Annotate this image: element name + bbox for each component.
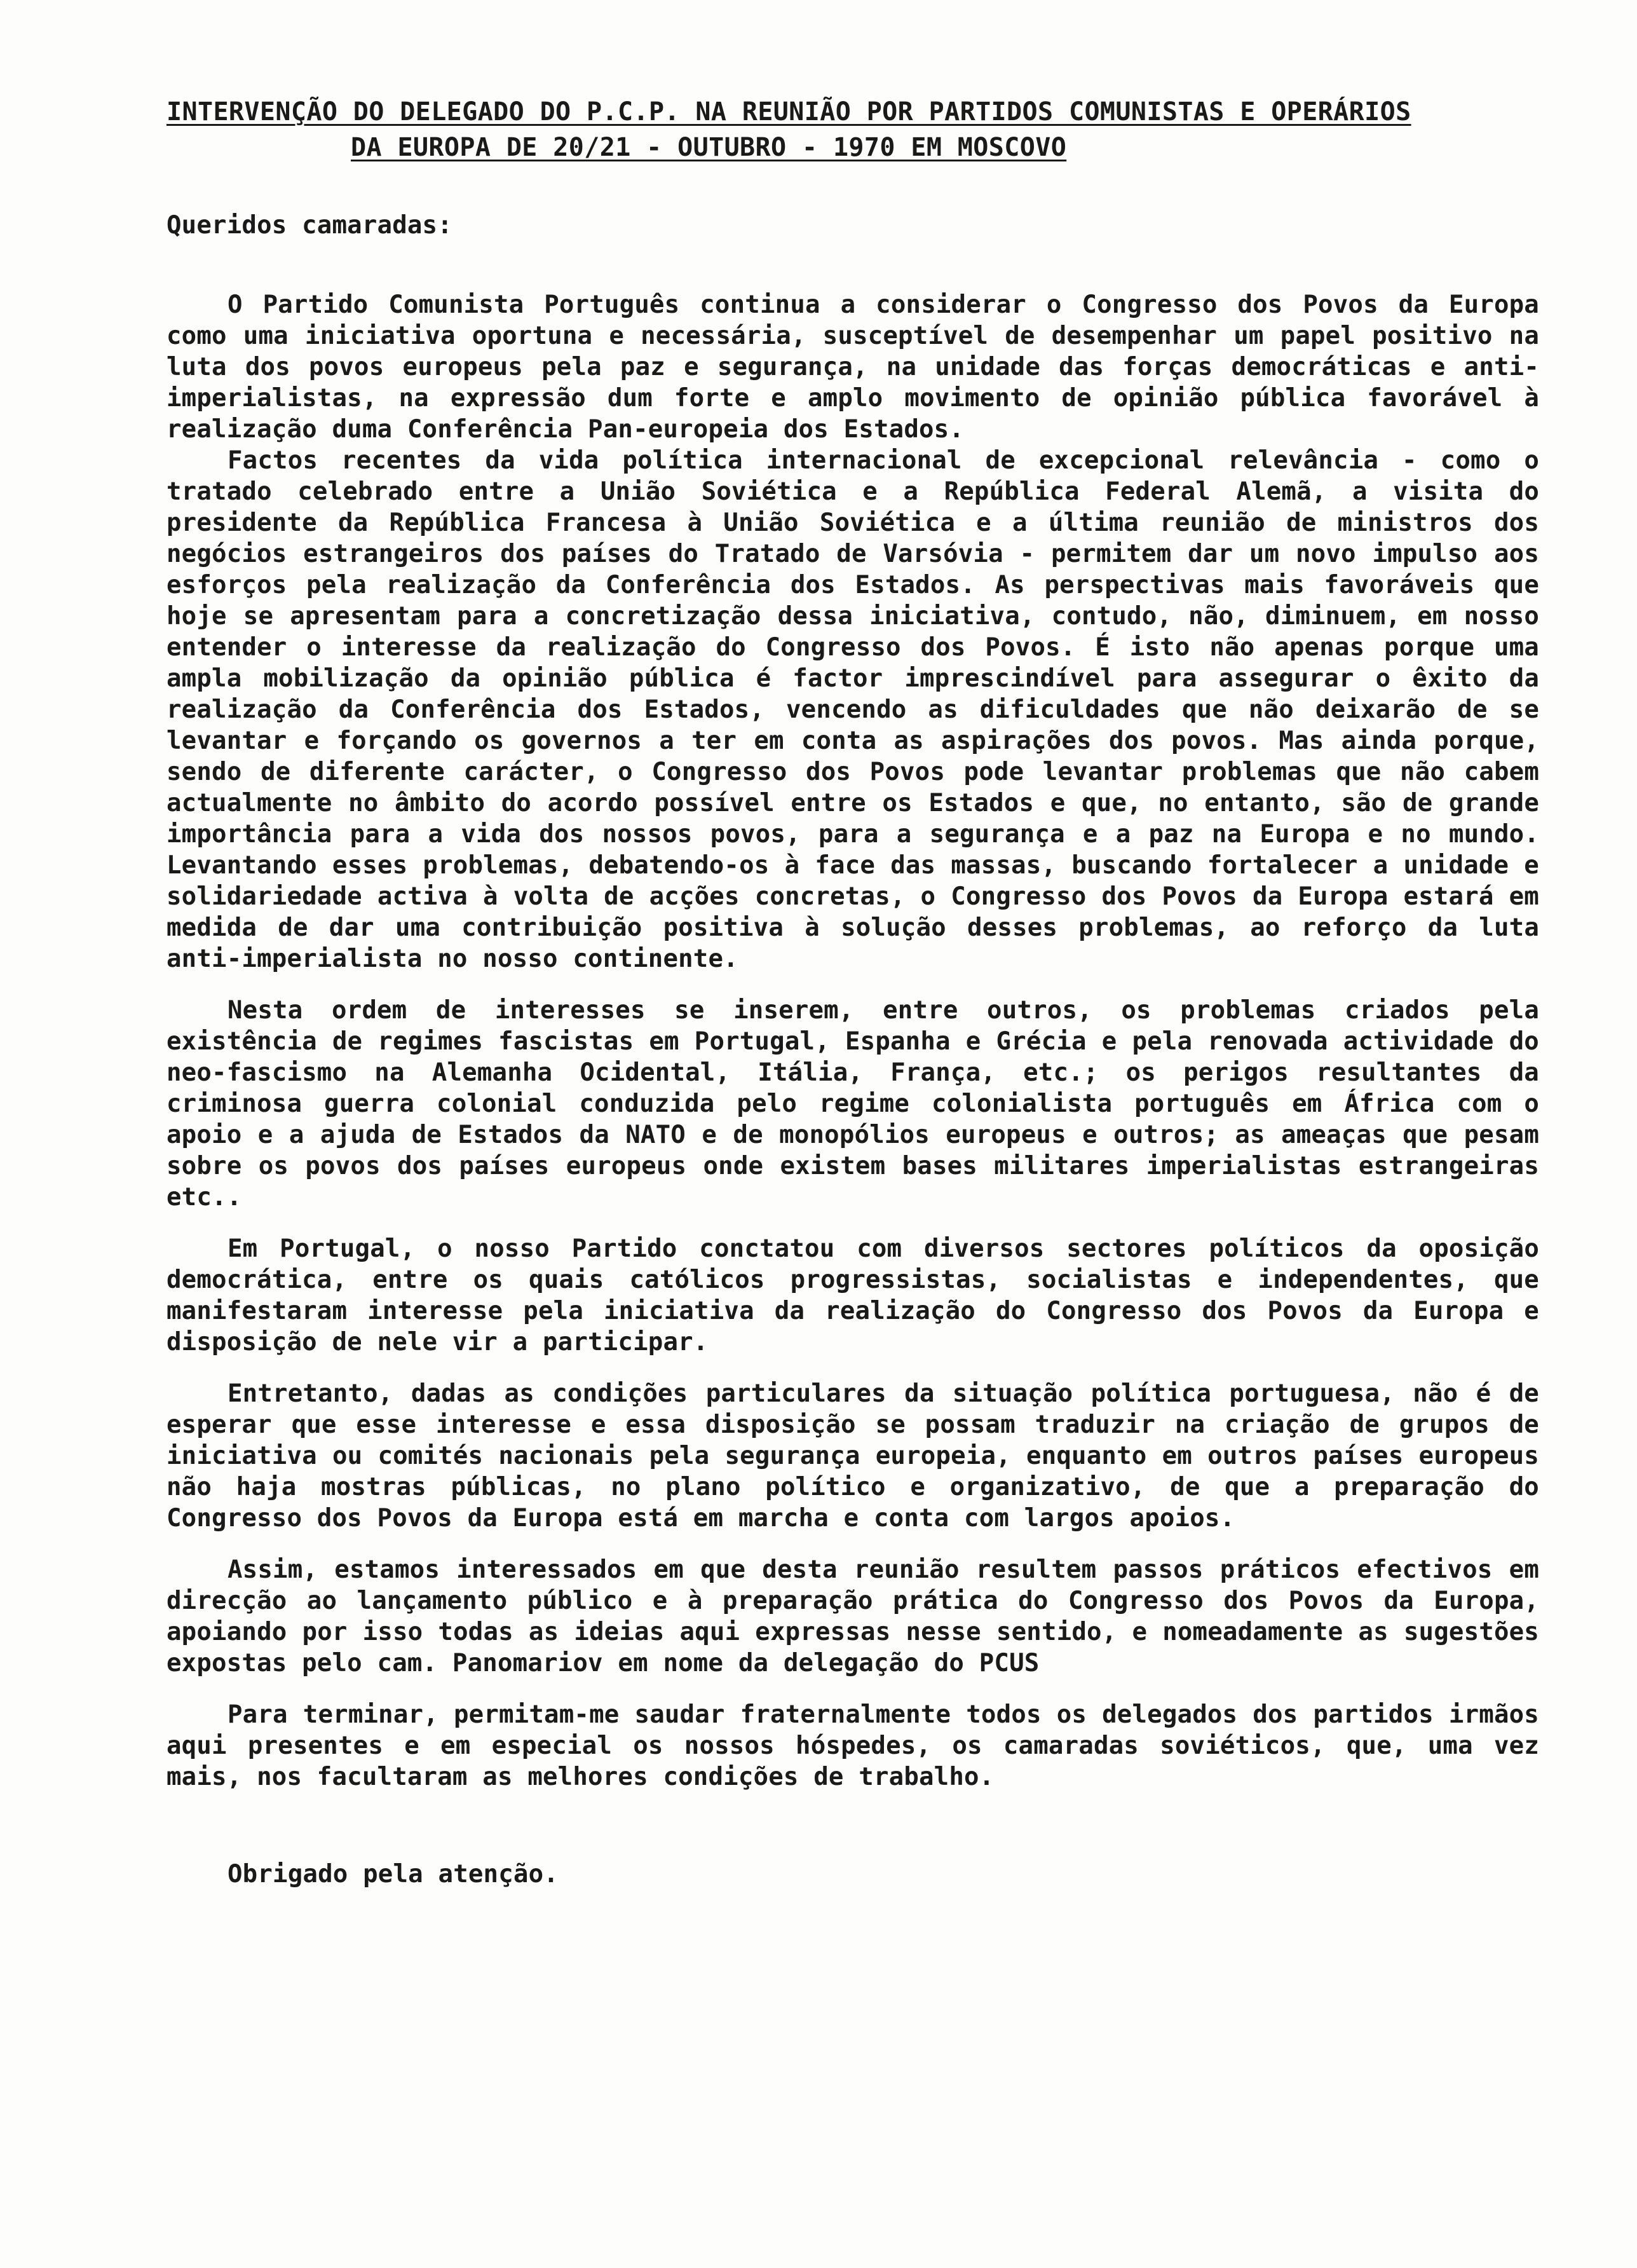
- salutation: Queridos camaradas:: [166, 211, 452, 240]
- paragraph-2: Factos recentes da vida política internacional de excepcional relevância - como o tratado celebrado entre a União Soviética e a República Federal Alemã, a visita do presidente da República Francesa à União Soviética e a última reunião de ministros dos negócios estrangeiros dos países do Tratado de Varsóvia - permitem dar um novo impulso aos esforços pela realização da Conferência dos Estados. As perspectivas mais favoráveis que hoje se apresentam para a concretização dessa iniciativa, contudo, não, diminuem, em nosso entender o interesse da realização do Congresso dos Povos. É isto não apenas porque uma ampla mobilização da opinião pública é factor imprescindível para assegurar o êxito da realização da Conferência dos Estados, vencendo as dificuldades que não deixarão de se levantar e forçando os governos a ter em conta as aspirações dos povos. Mas ainda porque, sendo de diferente carácter, o Congresso dos Povos pode levantar problemas que não cabem actualmente no âmbito do acordo possível entre os Estados e que, no entanto, são de grande importância para a vida dos nossos povos, para a segurança e a paz na Europa e no mundo. Levantando esses problemas, debatendo-os à face das massas, buscando fortalecer a unidade e solidariedade activa à volta de acções concretas, o Congresso dos Povos da Europa estará em medida de dar uma contribuição positiva à solução desses problemas, ao reforço da luta anti-imperialista no nosso continente.: [166, 446, 1539, 973]
- paragraph-1: O Partido Comunista Português continua a considerar o Congresso dos Povos da Europa como uma iniciativa oportuna e necessária, susceptível de desempenhar um papel positivo na luta dos povos europeus pela paz e segurança, na unidade das forças democráticas e anti-imperialistas, na expressão dum forte e amplo movimento de opinião pública favorável à realização duma Conferência Pan-europeia dos Estados.: [166, 290, 1539, 444]
- paragraph-3: Nesta ordem de interesses se inserem, entre outros, os problemas criados pela existência de regimes fascistas em Portugal, Espanha e Grécia e pela renovada actividade do neo-fascismo na Alemanha Ocidental, Itália, França, etc.; os perigos resultantes da criminosa guerra colonial conduzida pelo regime colonialista português em África com o apoio e a ajuda de Estados da NATO e de monopólios europeus e outros; as ameaças que pesam sobre os povos dos países europeus onde existem bases militares imperialistas estrangeiras etc..: [166, 996, 1539, 1212]
- paragraph-4: Em Portugal, o nosso Partido conctatou com diversos sectores políticos da oposição democrática, entre os quais católicos progressistas, socialistas e independentes, que manifestaram interesse pela iniciativa da realização do Congresso dos Povos da Europa e disposição de nele vir a participar.: [166, 1234, 1539, 1356]
- paragraph-6: Assim, estamos interessados em que desta reunião resultem passos práticos efectivos em direcção ao lançamento público e à preparação prática do Congresso dos Povos da Europa, apoiando por isso todas as ideias aqui expressas nesse sentido, e nomeadamente as sugestões expostas pelo cam. Panomariov em nome da delegação do PCUS: [166, 1555, 1539, 1677]
- paragraph-5: Entretanto, dadas as condições particulares da situação política portuguesa, não é de esperar que esse interesse e essa disposição se possam traduzir na criação de grupos de iniciativa ou comités nacionais pela segurança europeia, enquanto em outros países europeus não haja mostras públicas, no plano político e organizativo, de que a preparação do Congresso dos Povos da Europa está em marcha e conta com largos apoios.: [166, 1379, 1539, 1533]
- title-line-2: DA EUROPA DE 20/21 - OUTUBRO - 1970 EM MOSCOVO: [351, 133, 1067, 162]
- document-title: [166, 94, 1501, 165]
- document-body: [166, 210, 1539, 1915]
- paragraph-7: Para terminar, permitam-me saudar fraternalmente todos os delegados dos partidos irmãos aqui presentes e em especial os nossos hóspedes, os camaradas soviéticos, que, uma vez mais, nos facultaram as melhores condições de trabalho.: [166, 1700, 1539, 1791]
- title-line-1: INTERVENÇÃO DO DELEGADO DO P.C.P. NA REUNIÃO POR PARTIDOS COMUNISTAS E OPERÁRIOS: [166, 97, 1411, 126]
- closing-line: Obrigado pela atenção.: [228, 1860, 559, 1889]
